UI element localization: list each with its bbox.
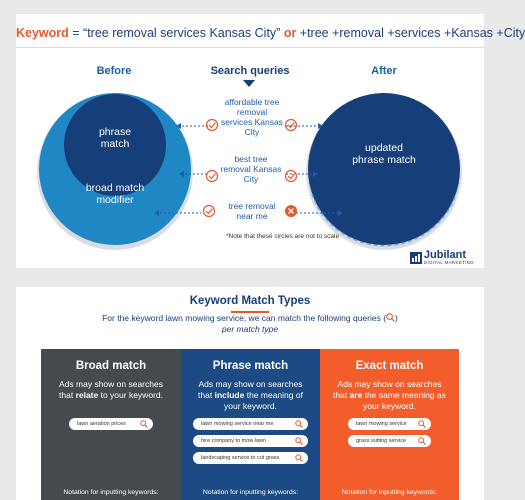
- keyword-or: or: [283, 26, 297, 40]
- query-3-text: tree removal near me: [228, 201, 276, 221]
- keyword-label: Keyword: [16, 26, 69, 40]
- exact-match-column: [320, 349, 459, 500]
- query-1-text: affordable tree removal services Kansas City: [221, 97, 283, 137]
- before-heading: Before: [96, 65, 132, 77]
- exact-notation-label: Notation for inputting keywords:: [341, 489, 438, 496]
- phrase-desc-pre: Ads may show on searches that: [198, 379, 303, 400]
- search-icon: [418, 437, 426, 445]
- keyword-phrase: “tree removal services Kansas City”: [83, 26, 284, 40]
- phrase-example-query-3: [193, 452, 308, 464]
- scale-note: *Note that these circles are not to scale: [226, 233, 340, 240]
- exact-example-query-2: [348, 435, 431, 447]
- logo-subtitle: DIGITAL MARKETING: [423, 260, 474, 265]
- broad-match-column: [41, 349, 181, 500]
- match-types-intro: [16, 313, 484, 335]
- search-queries-heading: Search queries: [210, 65, 290, 77]
- query-3-check-icon: [204, 206, 215, 217]
- exact-example-query-1: [348, 418, 431, 430]
- phrase-example-text-2: hire company to mow lawn: [201, 438, 267, 444]
- keyword-comparison-panel: [16, 14, 525, 268]
- query-1-after-check-icon: [286, 120, 297, 131]
- exact-match-title: Exact match: [355, 360, 424, 372]
- intro-subtext: per match type: [221, 324, 279, 334]
- after-heading: After: [371, 65, 397, 77]
- after-circle: [308, 93, 460, 245]
- exact-example-text-2: grass sutting service: [356, 438, 407, 444]
- query-2-check-icon: [207, 171, 218, 182]
- logo-name: Jubilant: [423, 249, 467, 261]
- jubilant-logo: [410, 250, 474, 265]
- phrase-example-text-3: landscaping service to cut grass: [201, 455, 280, 461]
- phrase-match-description: [191, 379, 310, 412]
- broad-example-text: lawn aeration prices: [77, 421, 126, 427]
- exact-match-description: [330, 379, 449, 412]
- search-icon: [418, 420, 426, 428]
- exact-desc-post: the same meaning as your keyword.: [362, 390, 446, 411]
- before-outer-label: broad match modifier: [85, 182, 145, 206]
- jubilant-logo-icon: [410, 252, 422, 264]
- broad-match-description: [51, 379, 171, 401]
- broad-desc-pre: Ads may show on searches that: [59, 379, 163, 400]
- keyword-equals: =: [68, 26, 84, 40]
- exact-desc-bold: are: [349, 390, 363, 400]
- phrase-match-title: Phrase match: [212, 360, 289, 372]
- broad-desc-bold: relate: [75, 390, 99, 400]
- intro-text: For the keyword lawn mowing service, we can match the following queries (: [102, 313, 387, 323]
- phrase-match-column: [181, 349, 320, 500]
- phrase-desc-bold: include: [214, 390, 245, 400]
- after-label: updated phrase match: [352, 142, 416, 166]
- query-1-check-icon: [207, 120, 218, 131]
- broad-match-title: Broad match: [75, 360, 147, 372]
- exact-desc-pre: Ads may show on searches that: [333, 379, 442, 400]
- intro-text-end: ): [395, 313, 398, 323]
- broad-desc-post: to your keyword.: [98, 390, 163, 400]
- broad-notation-label: Notation for inputting keywords:: [63, 489, 159, 496]
- phrase-example-query-2: [193, 435, 308, 447]
- keyword-modifier: +tree +removal +services +Kansas +City: [296, 26, 525, 40]
- phrase-example-query-1: [193, 418, 308, 430]
- exact-example-text-1: lawn mowing service: [356, 421, 407, 427]
- search-icon: [295, 454, 303, 462]
- search-icon: [295, 420, 303, 428]
- match-types-panel: [16, 287, 484, 500]
- phrase-example-text-1: lawn mowing service near me: [201, 421, 274, 427]
- search-icon: [295, 437, 303, 445]
- query-2-text: best tree removal Kansas City: [220, 154, 282, 184]
- phrase-notation-label: Notation for inputting keywords:: [202, 489, 299, 496]
- search-icon: [386, 313, 395, 322]
- phrase-desc-post: the meaning of your keyword.: [224, 390, 303, 411]
- before-inner-label: phrase match: [98, 126, 132, 150]
- search-icon: [140, 420, 148, 428]
- query-2-after-check-icon: [286, 171, 297, 182]
- match-types-title: Keyword Match Types: [189, 295, 311, 307]
- broad-example-query: [69, 418, 153, 430]
